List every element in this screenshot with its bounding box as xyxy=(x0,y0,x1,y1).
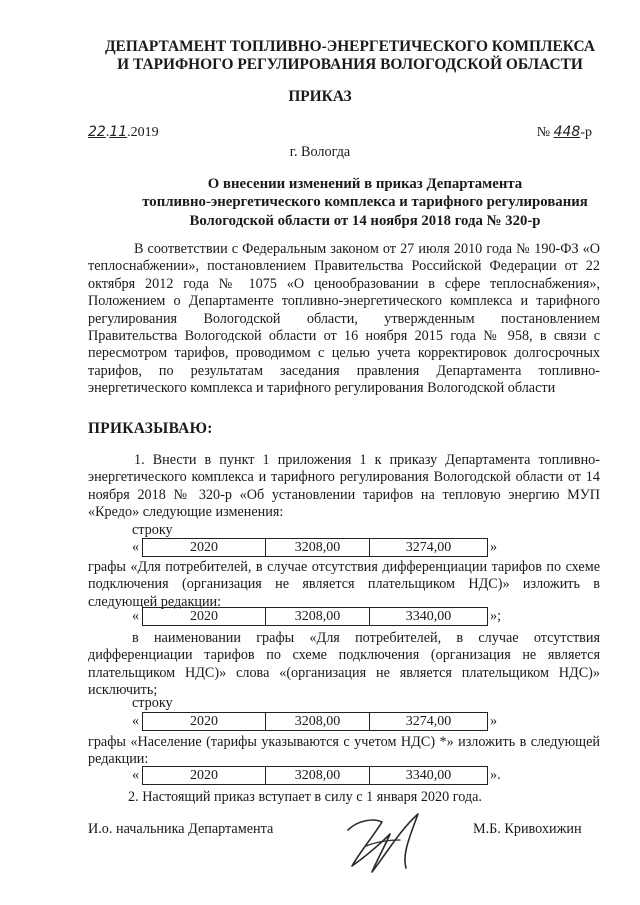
number-value: 448 xyxy=(553,124,581,140)
tariff-table-4 xyxy=(142,766,488,785)
tariff-table-1 xyxy=(142,538,488,557)
item-2: 2. Настоящий приказ вступает в силу с 1 января 2020 года. xyxy=(128,789,482,805)
close-quote: ». xyxy=(490,767,501,783)
order-number xyxy=(537,124,592,141)
number-prefix: № xyxy=(536,125,551,140)
preamble-paragraph: В соответствии с Федеральным законом от 27 июля 2010 года № 190-ФЗ «О теплоснабжении», постановлением Правительства Российской Федерации от 22 октября 2012 года № 1075 «О ценообразовании в сфере теплоснабжения», Положением о Департаменте топливно-энергетического комплекса и тарифного регулирования Вологодской области, утвержденным постановлением Правительства Вологодской области от 16 ноября 2015 года № 958, в связи с пересмотром тарифов, проводимом с целью учета корректировок долгосрочных тарифов, по результатам заседания правления Департамента топливно-энергетического комплекса и тарифного регулирования Вологодской области xyxy=(88,241,600,397)
department-line-1: ДЕПАРТАМЕНТ ТОПЛИВНО-ЭНЕРГЕТИЧЕСКОГО КОМПЛЕКСА xyxy=(104,38,596,55)
table-cell-year: 2020 xyxy=(190,609,218,624)
close-quote: » xyxy=(490,713,498,729)
date-month: 11 xyxy=(109,124,128,140)
row-word-1: строку xyxy=(132,522,173,538)
table-cell-tariff-1: 3208,00 xyxy=(265,539,369,556)
signatory-name: М.Б. Кривохижин xyxy=(473,821,582,837)
table-cell-tariff-2: 3274,00 xyxy=(369,539,487,556)
table-cell-tariff-1: 3208,00 xyxy=(265,767,369,784)
table-cell-tariff-2: 3340,00 xyxy=(369,767,487,784)
table-cell-tariff-1: 3208,00 xyxy=(265,608,369,625)
open-quote: « xyxy=(132,767,140,783)
table-cell-year: 2020 xyxy=(190,768,218,783)
department-name xyxy=(60,38,640,74)
ordering-word: ПРИКАЗЫВАЮ: xyxy=(88,420,213,437)
item-1-column-text-2: графы «Население (тарифы указываются с учетом НДС) *» изложить в следующей редакции: xyxy=(88,734,600,768)
open-quote: « xyxy=(132,713,140,729)
department-line-2: И ТАРИФНОГО РЕГУЛИРОВАНИЯ ВОЛОГОДСКОЙ ОБЛАСТИ xyxy=(117,56,583,73)
signatory-position: И.о. начальника Департамента xyxy=(88,821,274,837)
city: г. Вологда xyxy=(289,144,351,160)
tariff-table-2 xyxy=(142,607,488,626)
order-subject xyxy=(100,175,630,230)
number-suffix: -р xyxy=(580,125,592,140)
table-cell-tariff-1: 3208,00 xyxy=(265,713,369,730)
document-type: ПРИКАЗ xyxy=(288,88,352,105)
table-cell-year: 2020 xyxy=(190,540,218,555)
item-1-rename-text: в наименовании графы «Для потребителей, в случае отсутствия дифференциации тарифов по схеме подключения (организация не является плательщиком НДС)» слова «(организация не является плательщиком НДС)» исключить; xyxy=(88,630,600,699)
date-year: .2019 xyxy=(127,125,159,140)
close-quote: » xyxy=(490,539,498,555)
open-quote: « xyxy=(132,539,140,555)
item-1-intro: 1. Внести в пункт 1 приложения 1 к приказу Департамента топливно-энергетического комплекса и тарифного регулирования Вологодской области от 14 ноября 2018 № 320-р «Об установлении тарифов на тепловую энергию МУП «Кредо» следующие изменения: xyxy=(88,452,600,521)
close-quote: »; xyxy=(490,608,502,624)
date-day: 22 xyxy=(88,124,106,140)
item-1-column-text-1: графы «Для потребителей, в случае отсутствия дифференциации тарифов по схеме подключения (организация не является плательщиком НДС)» изложить в следующей редакции: xyxy=(88,559,600,610)
order-date: 22.11.2019 xyxy=(88,124,159,140)
row-word-2: строку xyxy=(132,695,173,711)
table-cell-tariff-2: 3274,00 xyxy=(369,713,487,730)
table-cell-year: 2020 xyxy=(190,714,218,729)
handwritten-signature-icon xyxy=(330,790,440,890)
open-quote: « xyxy=(132,608,140,624)
table-cell-tariff-2: 3340,00 xyxy=(369,608,487,625)
subject-line-1: О внесении изменений в приказ Департамента xyxy=(207,176,523,192)
subject-line-3: Вологодской области от 14 ноября 2018 года № 320-р xyxy=(189,212,541,229)
subject-line-2: топливно-энергетического комплекса и тарифного регулирования xyxy=(142,194,588,211)
tariff-table-3 xyxy=(142,712,488,731)
